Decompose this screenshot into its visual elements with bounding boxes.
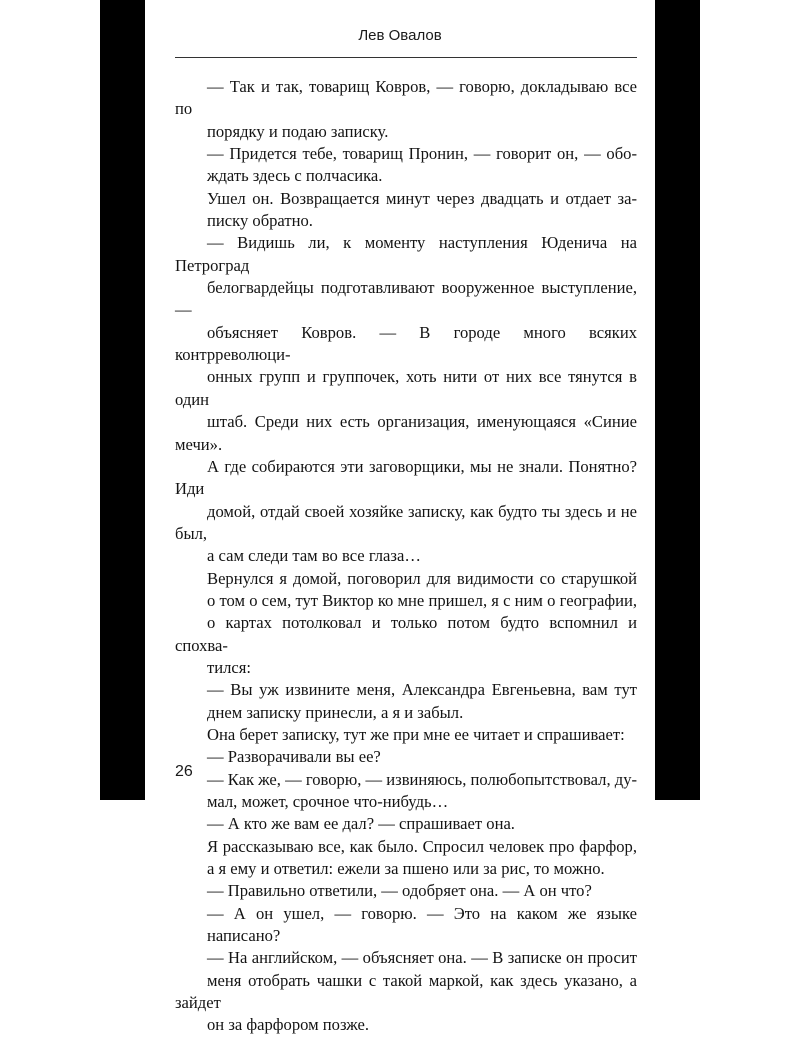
- paragraph: [175, 76, 637, 143]
- text-line: — Как же, — говорю, — извиняюсь, полюбопытствовал, ду-: [207, 769, 638, 789]
- scan-border-right: [655, 0, 700, 800]
- text-line: Ушел он. Возвращается минут через двадцать и отдает за-: [207, 188, 637, 208]
- text-line: А где собираются эти заговорщики, мы не знали. Понятно? Иди: [175, 456, 637, 499]
- text-line: — На английском, — объясняет она. — В записке он просит: [207, 948, 637, 968]
- text-line: Она берет записку, тут же при мне ее читает и спрашивает:: [207, 724, 625, 744]
- running-head: Лев Овалов: [358, 27, 442, 44]
- text-line: белогвардейцы подготавливают вооруженное выступление, —: [175, 278, 637, 320]
- paragraph: [175, 679, 637, 724]
- text-line: порядку и подаю записку.: [207, 121, 389, 141]
- text-line: домой, отдай своей хозяйке записку, как будто ты здесь и не был,: [175, 501, 637, 543]
- page-number: 26: [175, 763, 193, 780]
- text-line: — Вы уж извините меня, Александра Евгеньевна, вам тут: [207, 680, 637, 700]
- text-line: объясняет Ковров. — В городе много всяких контрреволюци-: [175, 322, 637, 365]
- text-line: тился:: [207, 657, 252, 677]
- paragraph: [175, 903, 637, 948]
- text-line: а сам следи там во все глаза…: [207, 546, 421, 566]
- paragraph: [175, 188, 637, 233]
- paragraph: [175, 143, 637, 188]
- text-line: написано?: [207, 926, 281, 946]
- text-line: Вернулся я домой, поговорил для видимости со старушкой: [207, 568, 637, 588]
- text-line: Я рассказываю все, как было. Спросил человек про фарфор,: [207, 836, 637, 856]
- text-line: писку обратно.: [207, 211, 313, 231]
- text-line: — Придется тебе, товарищ Пронин, — говорит он, — обо-: [207, 144, 637, 164]
- paragraph: [175, 724, 637, 746]
- paragraph: [175, 947, 637, 1036]
- text-line: штаб. Среди них есть организация, именующаяся «Синие мечи».: [175, 412, 637, 454]
- paragraph: [175, 880, 637, 902]
- paragraph: [175, 769, 637, 814]
- text-line: о картах потолковал и только потом будто вспомнил и спохва-: [175, 613, 637, 655]
- paragraph: [175, 836, 637, 881]
- paragraph: [175, 568, 637, 680]
- book-page: [145, 0, 655, 1035]
- text-line: онных групп и группочек, хоть нити от них все тянутся в один: [175, 367, 637, 409]
- text-line: — А он ушел, — говорю. — Это на каком же языке: [207, 903, 637, 923]
- text-line: — Видишь ли, к моменту наступления Юденича на Петроград: [175, 233, 637, 275]
- header-rule: [175, 57, 637, 58]
- text-line: меня отобрать чашки с такой маркой, как здесь указано, а зайдет: [175, 970, 637, 1013]
- text-line: — Правильно ответили, — одобряет она. — А он что?: [207, 881, 592, 901]
- paragraph: [175, 813, 637, 835]
- paragraph: [175, 746, 637, 768]
- text-line: мал, может, срочное что-нибудь…: [207, 792, 449, 811]
- text-line: — А кто же вам ее дал? — спрашивает она.: [207, 814, 515, 834]
- text-line: ждать здесь с полчасика.: [207, 166, 383, 186]
- text-line: о том о сем, тут Виктор ко мне пришел, я с ним о географии,: [207, 590, 637, 610]
- text-line: — Разворачивали вы ее?: [207, 747, 381, 767]
- body-text: [175, 76, 637, 1037]
- text-line: а я ему и ответил: ежели за пшено или за рис, то можно.: [207, 859, 605, 879]
- text-line: он за фарфором позже.: [207, 1015, 369, 1035]
- paragraph: [175, 232, 637, 567]
- scan-border-left: [100, 0, 145, 800]
- text-line: днем записку принесли, а я и забыл.: [207, 702, 464, 722]
- text-line: — Так и так, товарищ Ковров, — говорю, докладываю все по: [175, 77, 637, 119]
